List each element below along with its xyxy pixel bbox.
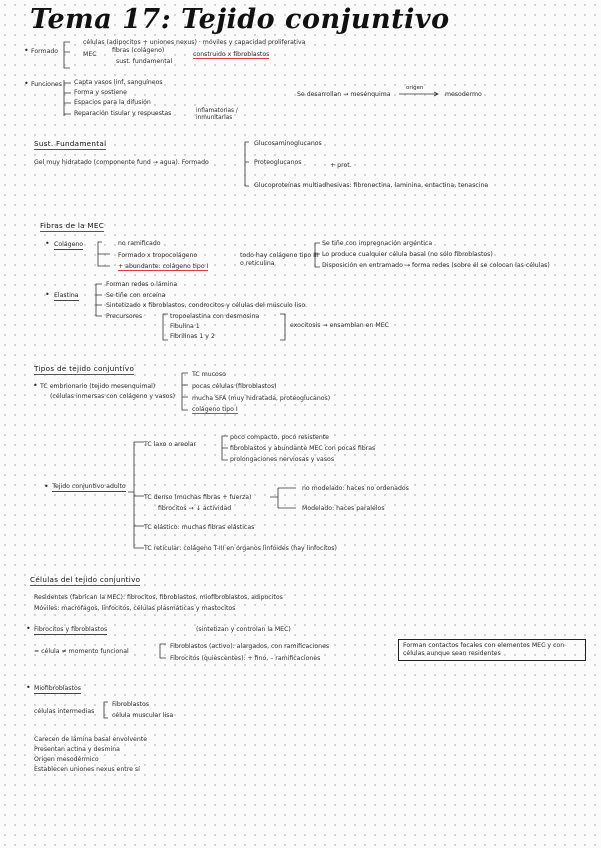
adulto-denso-sub: fibrocitos → ↓ actividad — [158, 505, 232, 512]
bullet-icon: • — [44, 482, 49, 491]
fibrocitos-item: Fibroblastos (activo): alargados, con ramificaciones — [170, 643, 330, 650]
bullet-icon: • — [33, 381, 38, 390]
bullet-icon: • — [45, 239, 50, 248]
bullet-icon: • — [45, 290, 50, 299]
embrionario-item: TC mucoso — [192, 371, 226, 378]
embrionario-label: TC embrionario (tejido mesenquimal) — [40, 383, 156, 390]
embrionario-item — [192, 406, 238, 414]
sust-fund-item: Proteoglucanos — [254, 159, 302, 166]
bracket-icon — [278, 312, 288, 344]
bracket-icon — [178, 370, 190, 414]
bracket-icon — [156, 642, 168, 662]
funciones-item: Reparación tisular y respuestas — [74, 110, 172, 117]
colageno-tipos: todo hay colágeno tipo III o reticulina — [240, 252, 319, 267]
fibrocitos-note: (sintetizan y controlan la MEC) — [196, 626, 291, 633]
elastina-exocitosis: exocitosis → ensamblan en MEC — [290, 322, 389, 329]
funciones-item: Espacios para la difusión — [74, 99, 151, 106]
formado-sust: sust. fundamental — [116, 58, 173, 65]
embrionario-sub: (células inmersas con colágeno y vasos) — [50, 393, 176, 400]
sust-fund-gel: Gel muy hidratado (componente fund → agua). Formado — [34, 159, 209, 166]
precursor-item: Fibulina 1 — [170, 323, 200, 330]
mio-intermedias-item: Fibroblastos — [112, 701, 150, 708]
bullet-icon: • — [26, 683, 31, 692]
arrow-icon — [398, 91, 442, 97]
adulto-label: Tejido conjuntivo adulto — [52, 483, 126, 490]
laxo-item: fibroblastos y abundante MEC con pocas fibras — [230, 445, 376, 452]
elastina-label: Elastina — [54, 292, 79, 299]
mio-intermedias-item: célula muscular lisa — [112, 712, 174, 719]
sust-fund-heading: Sust. Fundamental — [34, 139, 107, 148]
bracket-icon — [312, 240, 322, 272]
elastina-item: Forman redes o lámina — [106, 281, 178, 288]
colageno-right: Lo produce cualquier célula basal (no sólo fibroblastos) — [322, 251, 493, 258]
colageno-right: Se tiñe con impregnación argéntica — [322, 240, 433, 247]
laxo-item: poco compacto, poco resistente — [230, 434, 329, 441]
embrionario-colageno: colágeno tipo I — [192, 406, 238, 413]
funciones-origen: origen — [406, 85, 424, 91]
embrionario-item: mucha SFA (muy hidratada, proteoglucanos) — [192, 395, 331, 402]
adulto-laxo: TC laxo o areolar — [144, 441, 197, 448]
fibrocitos-celula: = célula ≠ momento funcional — [34, 648, 129, 655]
elastina-item: Se tiñe con orceína — [106, 292, 166, 299]
page-title: Tema 17: Tejido conjuntivo — [30, 4, 450, 35]
elastina-precursores-label: Precursores — [106, 313, 143, 320]
mio-item: Presentan actina y desmina — [34, 746, 120, 753]
bracket-icon — [160, 312, 170, 344]
formado-construido — [193, 51, 269, 59]
funciones-desarrollo: Se desarrollan → mesénquima — [297, 91, 391, 98]
denso-item: Modelado: haces paralelos — [302, 505, 385, 512]
bullet-icon: • — [24, 79, 29, 88]
celulas-item: Residentes (fabrican la MEC): fibrocitos, fibroblastos, miofibroblastos, adipocitos — [34, 594, 283, 601]
colageno-item — [118, 263, 208, 271]
embrionario-item: pocas células (fibroblastos) — [192, 383, 277, 390]
adulto-denso: TC denso (muchas fibras + fuerza) — [144, 494, 252, 501]
funciones-extra: inflamatorias / inmunitarias — [196, 108, 238, 121]
mio-item: Carecen de lámina basal envolvente — [34, 736, 148, 743]
mio-intermedias: células intermedias — [34, 708, 95, 715]
bullet-icon: • — [26, 624, 31, 633]
colageno-right: Disposición en entramado → forma redes (sobre él se colocan las células) — [322, 262, 550, 269]
bracket-icon — [100, 700, 110, 720]
bullet-icon: • — [24, 46, 29, 55]
funciones-item: Capta vasos linf, sanguíneos — [74, 79, 163, 86]
colageno-item: no ramificado — [118, 240, 161, 247]
formado-mec: MEC — [83, 51, 97, 58]
construido-text: construido x fibroblastos — [193, 51, 270, 58]
formado-label: Formado — [31, 48, 59, 55]
tipos-heading: Tipos de tejido conjuntivo — [34, 364, 135, 373]
formado-fibras: fibras (colágeno) — [112, 47, 165, 54]
colageno-item: Formado x tropocolágeno — [118, 252, 198, 259]
elastina-item: Sintetizado x fibroblastos, condrocitos y células del músculo liso. — [106, 302, 307, 309]
fibrocitos-box: Forman contactos focales con elementos MEC y con células aunque sean residentes — [398, 639, 586, 661]
bracket-icon — [92, 282, 106, 322]
bracket-icon — [62, 78, 74, 120]
fibras-heading: Fibras de la MEC — [40, 221, 105, 230]
sust-fund-item: Glucoproteínas multiadhesivas: fibronectina, laminina, entactina, tenascina — [254, 182, 489, 189]
fibrocitos-item: Fibrocitos (quiescentes): + fino, – ramificaciones — [170, 655, 321, 662]
mio-item: Establecen uniones nexus entre sí — [34, 766, 140, 773]
funciones-item: Forma y sostiene — [74, 89, 127, 96]
celulas-item: Móviles: macrófagos, linfocitos, células plasmáticas y mastocitos — [34, 605, 236, 612]
funciones-mesodermo: mesodermo — [445, 91, 482, 98]
miofibroblastos-heading: Miofibroblastos — [34, 685, 81, 692]
formado-celulas: células (adipocitos + uniones nexus) · móviles y capacidad proliferativa — [83, 39, 306, 46]
precursor-item: tropoelastina con desmosina — [170, 313, 260, 320]
mio-item: Origen mesodérmico — [34, 756, 99, 763]
funciones-label: Funciones — [31, 81, 62, 88]
sust-fund-item: Glucosaminoglucanos — [254, 140, 322, 147]
bracket-icon — [218, 434, 230, 464]
bracket-icon — [96, 240, 116, 270]
adulto-reticular: TC reticular: colágeno T-III en órganos linfoides (hay linfocitos) — [144, 545, 337, 552]
bracket-icon — [268, 484, 300, 514]
precursor-item: Fibrilinas 1 y 2 — [170, 333, 215, 340]
adulto-elastico: TC elástico: muchas fibras elásticas — [144, 524, 255, 531]
sust-fund-item: + prot. — [330, 162, 352, 169]
bracket-icon — [62, 40, 82, 70]
colageno-label: Colágeno — [54, 241, 84, 248]
celulas-heading: Células del tejido conjuntivo — [30, 575, 141, 584]
denso-item: no modelado: haces no ordenados — [302, 485, 409, 492]
fibrocitos-heading: Fibrocitos y fibroblastos — [34, 626, 108, 633]
colageno-tipo: + abundante: colágeno tipo I — [118, 263, 209, 270]
laxo-item: prolongaciones nerviosas y vasos — [230, 456, 335, 463]
